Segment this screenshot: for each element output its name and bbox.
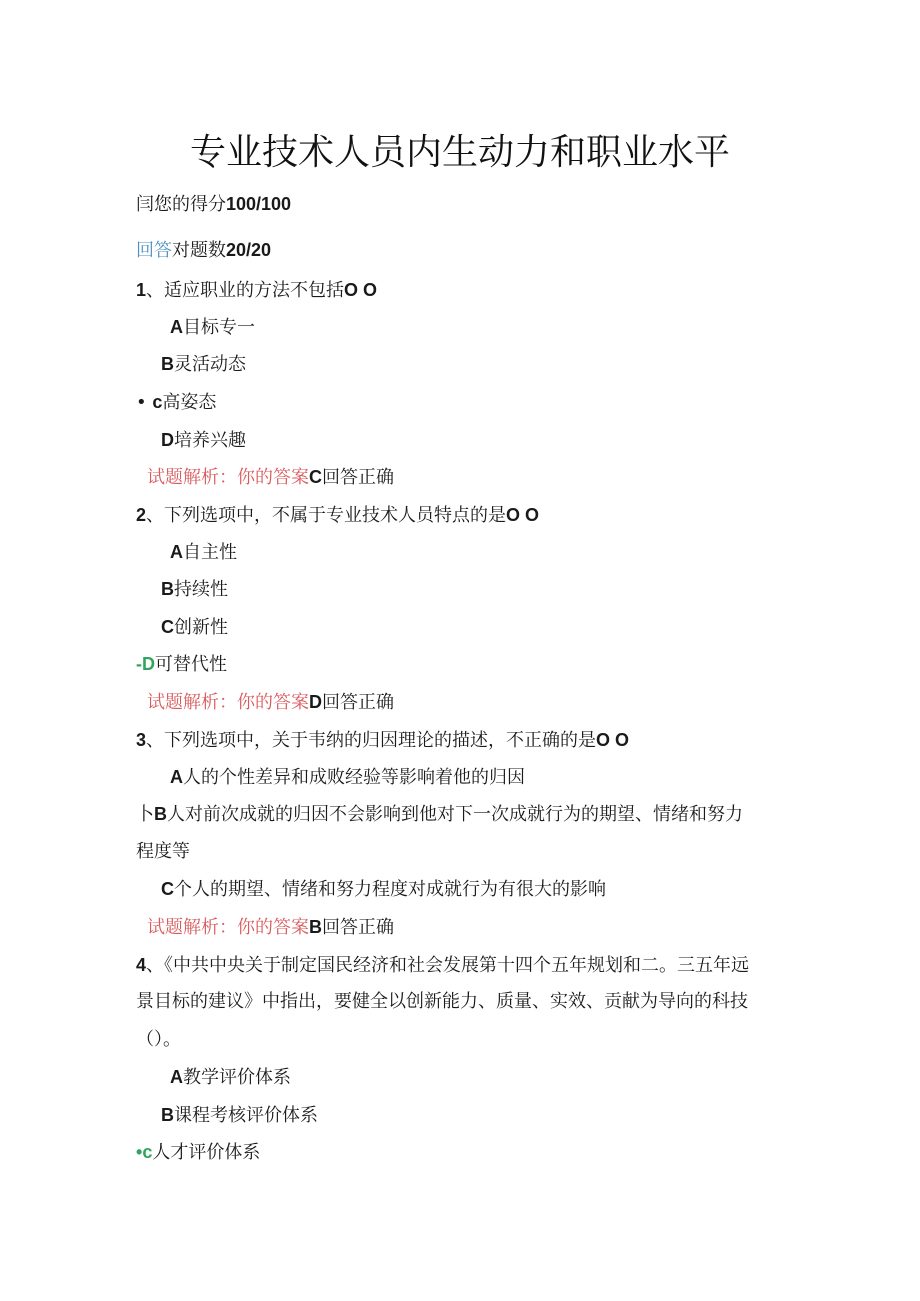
option-text: 人的个性差异和成败经验等影响着他的归因 [183, 767, 525, 788]
option-marker: C [161, 617, 174, 637]
option-text: 教学评价体系 [183, 1067, 291, 1088]
question-4-line-3 [136, 1028, 181, 1052]
option-text: 个人的期望、情绪和努力程度对成就行为有很大的影响 [174, 879, 606, 900]
correct-status: 回答正确 [322, 467, 394, 488]
question-text-continued: 景目标的建议》中指出，要健全以创新能力、质量、实效、贡献为导向的科技 [136, 991, 748, 1012]
question-separator: 、 [146, 280, 165, 301]
option-b[interactable] [161, 577, 228, 602]
analysis-line [147, 915, 394, 940]
score-label: 闫您的得分 [136, 194, 226, 215]
answer-value: D [309, 692, 322, 712]
question-separator: 、 [146, 955, 165, 976]
analysis-label: 试题解析：你的答案 [147, 692, 309, 713]
question-4-line-2 [136, 990, 748, 1014]
option-text-continued: 程度等 [136, 841, 190, 862]
question-text: 《中共中央关于制定国民经济和社会发展第十四个五年规划和二。三五年远 [164, 955, 750, 976]
correct-count-line [136, 238, 271, 263]
question-text: 下列选项中，不属于专业技术人员特点的是 [164, 505, 507, 526]
option-text: 持续性 [174, 579, 228, 600]
analysis-label: 试题解析：你的答案 [147, 917, 309, 938]
option-c[interactable] [161, 877, 606, 902]
correct-count-label-colored: 回答 [136, 240, 172, 261]
option-text: 灵活动态 [174, 354, 246, 375]
selected-bullet: • [136, 1142, 143, 1162]
question-text: 适应职业的方法不包括 [164, 280, 345, 301]
option-b-continuation [136, 840, 190, 864]
correct-status: 回答正确 [322, 917, 394, 938]
option-text: 课程考核评价体系 [174, 1105, 318, 1126]
correct-status: 回答正确 [322, 692, 394, 713]
selected-bullet: • [136, 392, 147, 413]
question-3 [136, 728, 629, 753]
option-b-selected[interactable] [136, 802, 743, 827]
question-number: 1 [136, 280, 147, 300]
question-number: 4 [136, 955, 147, 975]
question-number: 2 [136, 505, 147, 525]
option-marker: A [170, 767, 183, 787]
option-b[interactable] [161, 352, 246, 377]
option-marker: A [170, 542, 183, 562]
analysis-line [147, 690, 394, 715]
option-a[interactable] [170, 1065, 291, 1090]
question-2 [136, 503, 539, 528]
option-marker: B [161, 1105, 174, 1125]
question-separator: 、 [146, 505, 165, 526]
option-c-selected[interactable] [136, 390, 216, 415]
correct-count-label: 对题数 [172, 240, 226, 261]
analysis-line [147, 465, 394, 490]
question-1 [136, 278, 377, 303]
selected-bullet: 卜 [136, 804, 154, 825]
option-d[interactable] [161, 428, 246, 453]
answer-value: C [309, 467, 322, 487]
option-marker: A [170, 317, 183, 337]
option-d-selected[interactable] [136, 652, 227, 677]
question-blank: O O [506, 505, 540, 525]
question-4 [136, 953, 749, 978]
option-marker: B [161, 579, 174, 599]
question-text: 下列选项中，关于韦纳的归因理论的描述，不正确的是 [164, 730, 597, 751]
option-text: 人才评价体系 [152, 1142, 261, 1163]
option-marker: D [161, 430, 174, 450]
option-marker: B [161, 354, 174, 374]
selected-bullet: - [136, 654, 142, 674]
question-blank: O O [596, 730, 630, 750]
analysis-label: 试题解析：你的答案 [147, 467, 309, 488]
option-c[interactable] [161, 615, 228, 640]
option-marker: D [142, 654, 155, 674]
correct-count-value: 20/20 [226, 240, 272, 260]
question-separator: 、 [146, 730, 165, 751]
option-text: 创新性 [174, 617, 228, 638]
question-number: 3 [136, 730, 147, 750]
option-text: 人对前次成就的归因不会影响到他对下一次成就行为的期望、情绪和努力 [167, 804, 743, 825]
option-text: 目标专一 [183, 317, 255, 338]
option-marker: c [152, 392, 163, 412]
option-text: 培养兴趣 [174, 430, 246, 451]
option-text: 自主性 [183, 542, 237, 563]
option-marker: A [170, 1067, 183, 1087]
option-a[interactable] [170, 315, 255, 340]
question-text-continued: （）。 [136, 1029, 181, 1050]
option-c-selected[interactable] [136, 1140, 260, 1165]
option-b[interactable] [161, 1103, 318, 1128]
option-marker: c [142, 1142, 153, 1162]
option-marker: B [154, 804, 167, 824]
score-line [136, 192, 291, 217]
score-value: 100/100 [226, 194, 292, 214]
option-a[interactable] [170, 765, 525, 790]
option-a[interactable] [170, 540, 237, 565]
option-text: 高姿态 [162, 392, 217, 413]
question-blank: O O [344, 280, 378, 300]
option-marker: C [161, 879, 174, 899]
answer-value: B [309, 917, 322, 937]
document-title: 专业技术人员内生动力和职业水平 [189, 132, 730, 173]
option-text: 可替代性 [155, 654, 227, 675]
